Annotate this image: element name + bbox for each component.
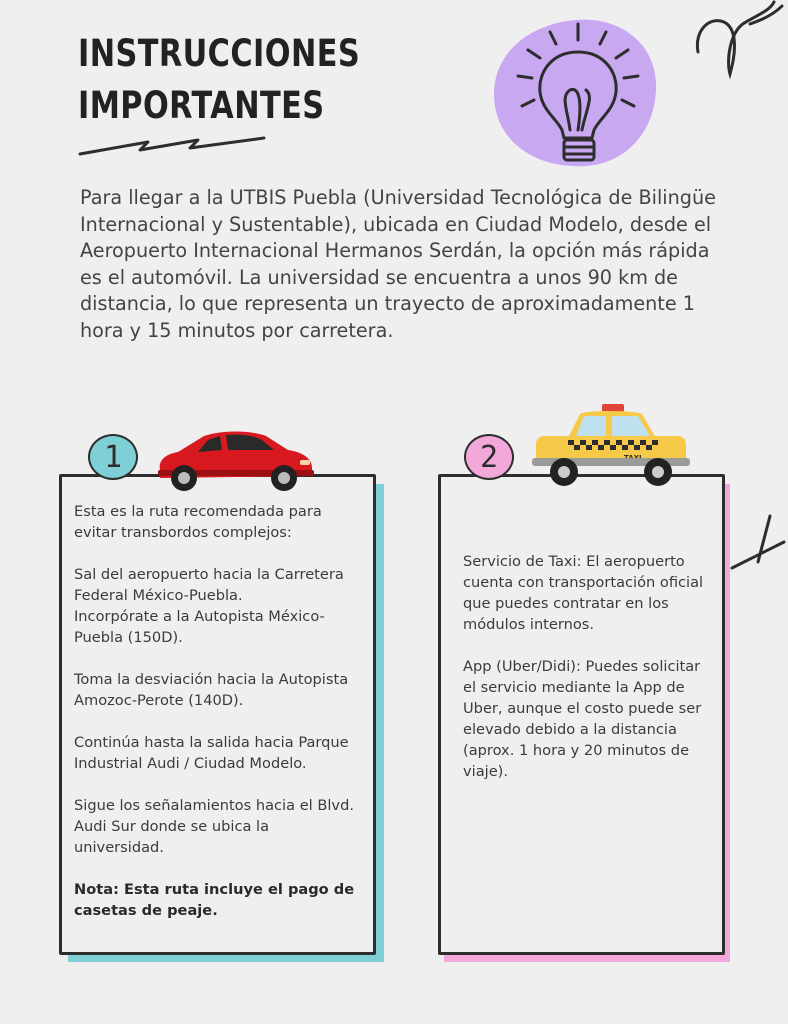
lightbulb-icon: [490, 14, 662, 174]
intro-paragraph: Para llegar a la UTBIS Puebla (Universidad Tecnológica de Bilingüe Internacional y Sustentable), ubicada en Ciudad Modelo, desde el Aeropuerto Internacional Hermanos Serdán, la opción más rápida es el automóvil. La universidad se encuentra a unos 90 km de distancia, lo que representa un trayecto de aproximadamente 1 hora y 15 minutos por carretera.: [80, 186, 716, 342]
title-line-1: INSTRUCCIONES: [78, 32, 361, 75]
card-1-paragraph-5: Sigue los señalamientos hacia el Blvd. Audi Sur donde se ubica la universidad.: [74, 797, 354, 856]
step-number-2: 2: [464, 434, 514, 480]
card-2-paragraph-2: App (Uber/Didi): Puedes solicitar el servicio mediante la App de Uber, aunque el costo puede ser elevado debido a la distancia (aprox. 1 hora y 20 minutos de viaje).: [463, 658, 702, 780]
cross-doodle: [728, 512, 788, 572]
route-card-car: [59, 474, 376, 955]
card-1-paragraph-4: Continúa hasta la salida hacia Parque Industrial Audi / Ciudad Modelo.: [74, 734, 349, 772]
step-number-1: 1: [88, 434, 138, 480]
red-car-icon: [152, 426, 316, 494]
title-underline-doodle: [78, 134, 268, 160]
card-1-paragraph-2: Sal del aeropuerto hacia la Carretera Federal México-Puebla. Incorpórate a la Autopista México-Puebla (150D).: [74, 566, 344, 646]
title-line-2: IMPORTANTES: [78, 84, 325, 127]
card-2-paragraph-1: Servicio de Taxi: El aeropuerto cuenta con transportación oficial que puedes contratar en los módulos internos.: [463, 553, 704, 633]
taxi-icon: [528, 402, 694, 488]
taxi-options-card: [438, 474, 725, 955]
card-1-note: Nota: Esta ruta incluye el pago de casetas de peaje.: [74, 881, 355, 919]
page-title: [78, 28, 360, 132]
squiggle-doodle: [690, 0, 788, 80]
card-1-paragraph-3: Toma la desviación hacia la Autopista Amozoc-Perote (140D).: [74, 671, 349, 709]
card-1-paragraph-1: Esta es la ruta recomendada para evitar transbordos complejos:: [74, 503, 322, 541]
